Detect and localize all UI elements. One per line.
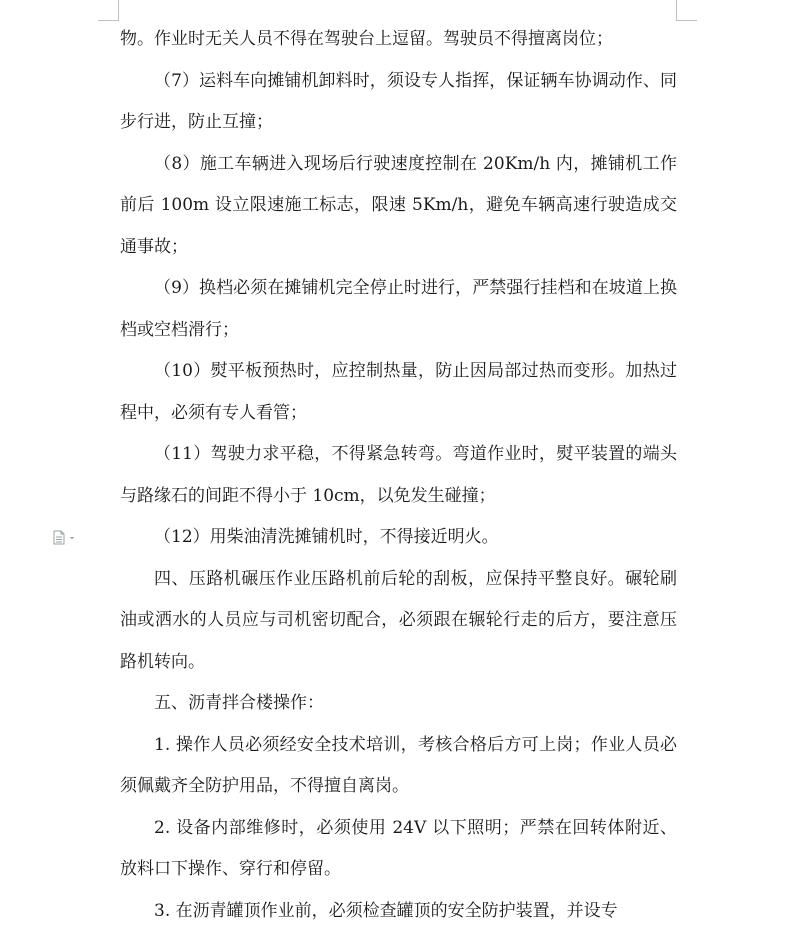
crop-mark-top-right-horizontal (676, 20, 697, 21)
crop-mark-top-left-horizontal (98, 20, 119, 21)
paragraph-section-4: 四、压路机碾压作业压路机前后轮的刮板，应保持平整良好。碾轮刷油或洒水的人员应与司机密切配合，必须跟在辗轮行走的后方，要注意压路机转向。 (120, 568, 677, 672)
paragraph-numbered-2: 2. 设备内部维修时，必须使用 24V 以下照明；严禁在回转体附近、放料口下操作、穿行和停留。 (120, 817, 677, 879)
paragraph-item-9: （9）换档必须在摊铺机完全停止时进行，严禁强行挂档和在坡道上换档或空档滑行； (120, 278, 677, 340)
paragraph-item-7: （7）运料车向摊铺机卸料时，须设专人指挥，保证辆车协调动作、同步行进，防止互撞； (120, 70, 677, 132)
paragraph-item-11: （11）驾驶力求平稳，不得紧急转弯。弯道作业时，熨平装置的端头与路缘石的间距不得小于 10cm，以免发生碰撞； (120, 444, 677, 506)
crop-mark-top-left-vertical (118, 0, 119, 20)
document-body[interactable] (120, 19, 677, 932)
paragraph-section-5-heading: 五、沥青拌合楼操作： (154, 693, 324, 713)
paragraph-item-8: （8）施工车辆进入现场后行驶速度控制在 20Km/h 内，摊铺机工作前后 100m 设立限速施工标志，限速 5Km/h，避免车辆高速行驶造成交通事故； (120, 153, 677, 257)
crop-mark-top-right-vertical (676, 0, 677, 20)
paragraph-numbered-1: 1. 操作人员必须经安全技术培训，考核合格后方可上岗；作业人员必须佩戴齐全防护用品，不得擅自离岗。 (120, 734, 677, 796)
paragraph-item-12: （12）用柴油清洗摊铺机时，不得接近明火。 (154, 527, 499, 547)
paragraph-item-10: （10）熨平板预热时，应控制热量，防止因局部过热而变形。加热过程中，必须有专人看管； (120, 361, 677, 423)
paragraph-continuation: 物。作业时无关人员不得在驾驶台上逗留。驾驶员不得擅离岗位； (120, 29, 613, 49)
paragraph-options-icon[interactable] (52, 530, 78, 546)
paragraph-numbered-3: 3. 在沥青罐顶作业前，必须检查罐顶的安全防护装置，并设专 (154, 900, 618, 921)
